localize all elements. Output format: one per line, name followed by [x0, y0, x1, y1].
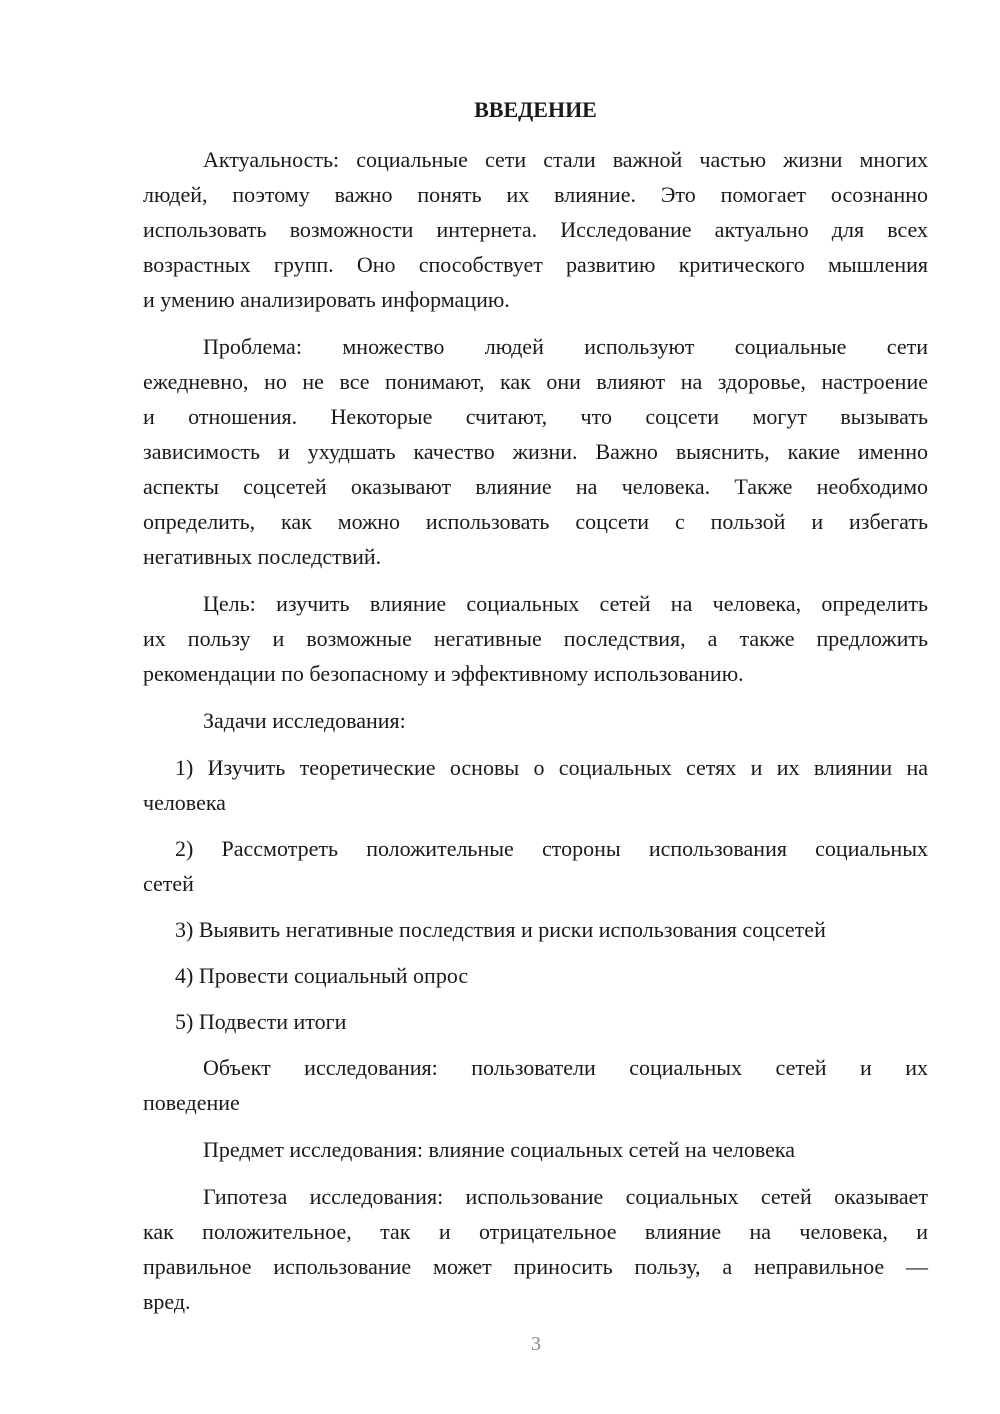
document-body — [143, 142, 928, 1319]
text-line: как положительное, так и отрицательное влияние на человека, и — [143, 1219, 928, 1244]
text-line: зависимость и ухудшать качество жизни. Важно выяснить, какие именно — [143, 439, 928, 464]
text-line: Предмет исследования: влияние социальных сетей на человека — [203, 1137, 796, 1162]
document-page — [143, 92, 928, 1331]
paragraph — [143, 1179, 928, 1319]
text-line: определить, как можно использовать соцсети с пользой и избегать — [143, 509, 928, 534]
text-line: Объект исследования: пользователи социальных сетей и их — [203, 1055, 928, 1080]
text-line: Цель: изучить влияние социальных сетей на человека, определить — [203, 591, 928, 616]
paragraph — [143, 586, 928, 691]
text-line: человека — [143, 790, 226, 815]
text-line: и умению анализировать информацию. — [143, 287, 510, 312]
paragraph — [143, 703, 928, 738]
text-line: сетей — [143, 871, 194, 896]
text-line: 1) Изучить теоретические основы о социальных сетях и их влиянии на — [175, 755, 928, 780]
text-line: вред. — [143, 1289, 191, 1314]
text-line: 2) Рассмотреть положительные стороны использования социальных — [175, 836, 928, 861]
list-item — [143, 912, 928, 947]
text-line: негативных последствий. — [143, 544, 382, 569]
list-item — [143, 750, 928, 820]
text-line: Гипотеза исследования: использование социальных сетей оказывает — [203, 1184, 928, 1209]
list-item — [143, 958, 928, 993]
text-line: поведение — [143, 1090, 240, 1115]
text-line: рекомендации по безопасному и эффективному использованию. — [143, 661, 744, 686]
text-line: правильное использование может приносить пользу, а неправильное — — [143, 1254, 928, 1279]
text-line: 5) Подвести итоги — [175, 1009, 347, 1034]
text-line: 3) Выявить негативные последствия и риски использования соцсетей — [175, 917, 826, 942]
text-line: возрастных групп. Оно способствует развитию критического мышления — [143, 252, 928, 277]
paragraph — [143, 142, 928, 317]
text-line: людей, поэтому важно понять их влияние. Это помогает осознанно — [143, 182, 928, 207]
text-line: их пользу и возможные негативные последствия, а также предложить — [143, 626, 928, 651]
text-line: и отношения. Некоторые считают, что соцсети могут вызывать — [143, 404, 928, 429]
text-line: ежедневно, но не все понимают, как они влияют на здоровье, настроение — [143, 369, 928, 394]
text-line: 4) Провести социальный опрос — [175, 963, 469, 988]
paragraph — [143, 329, 928, 574]
page-number: 3 — [531, 1333, 541, 1355]
list-item — [143, 1004, 928, 1039]
text-line: использовать возможности интернета. Исследование актуально для всех — [143, 217, 928, 242]
text-line: аспекты соцсетей оказывают влияние на человека. Также необходимо — [143, 474, 928, 499]
list-item — [143, 831, 928, 901]
section-title: ВВЕДЕНИЕ — [474, 97, 597, 122]
text-line: Проблема: множество людей используют социальные сети — [203, 334, 928, 359]
text-line: Актуальность: социальные сети стали важной частью жизни многих — [203, 147, 928, 172]
paragraph — [143, 1050, 928, 1120]
paragraph — [143, 1132, 928, 1167]
text-line: Задачи исследования: — [203, 708, 406, 733]
